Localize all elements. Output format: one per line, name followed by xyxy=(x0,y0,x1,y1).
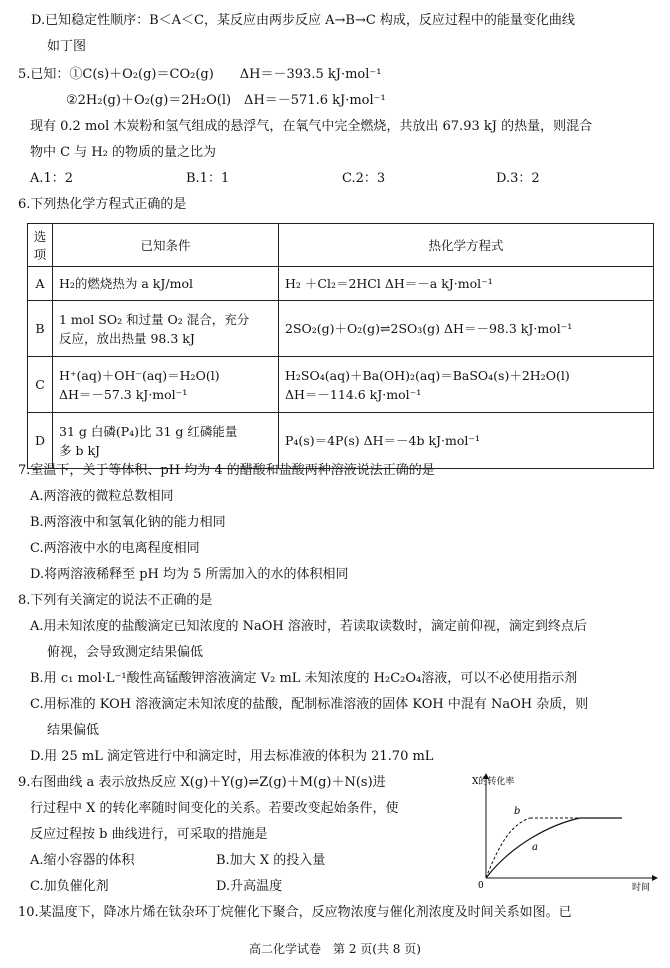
table-row xyxy=(28,357,654,413)
table-row xyxy=(28,413,654,469)
table-header: 选项 xyxy=(28,224,53,267)
thermo-equation-table xyxy=(27,223,654,469)
equation-text: 2SO₂(g)＋O₂(g)⇌2SO₃(g) ΔH＝－98.3 kJ·mol⁻¹ xyxy=(285,321,573,336)
table-row xyxy=(28,267,654,301)
q8-option-b: B.用 c₁ mol·L⁻¹酸性高锰酸钾溶液滴定 V₂ mL 未知浓度的 H₂C₂O₄溶液，可以不必使用指示剂 xyxy=(30,671,578,686)
q9-option-b: B.加大 X 的投入量 xyxy=(216,853,326,868)
q7-option-a: A.两溶液的微粒总数相同 xyxy=(30,489,174,504)
conversion-graph xyxy=(472,772,662,892)
q5-stem-2: 物中 C 与 H₂ 的物质的量之比为 xyxy=(30,145,217,160)
q7-option-d: D.将两溶液稀释至 pH 均为 5 所需加入的水的体积相同 xyxy=(30,567,349,582)
q7-option-b: B.两溶液中和氢氧化钠的能力相同 xyxy=(30,515,226,530)
table-cell-option: B xyxy=(28,301,53,357)
table-cell-equation xyxy=(279,357,654,413)
table-cell-equation xyxy=(279,267,654,301)
condition-text: H₂的燃烧热为 a kJ/mol xyxy=(59,276,193,291)
equation-text: ΔH＝－114.6 kJ·mol⁻¹ xyxy=(285,386,422,402)
condition-text: H⁺(aq)＋OH⁻(aq)＝H₂O(l) xyxy=(59,367,220,383)
table-cell-condition xyxy=(53,357,279,413)
origin-label: 0 xyxy=(478,881,484,891)
curve-b xyxy=(486,818,530,878)
q5-given-1: 5.已知：①C(s)＋O₂(g)＝CO₂(g) ΔH＝－393.5 kJ·mol⁻¹ xyxy=(18,67,382,82)
q9-option-a: A.缩小容器的体积 xyxy=(30,853,135,868)
table-header-row xyxy=(28,224,654,267)
conversion-graph-svg xyxy=(472,772,662,892)
q9-stem-2: 行过程中 X 的转化率随时间变化的关系。若要改变起始条件，使 xyxy=(30,801,399,816)
table-cell-option: A xyxy=(28,267,53,301)
q4-option-d-line1: D.已知稳定性顺序：B＜A＜C，某反应由两步反应 A→B→C 构成，反应过程中的能量变化曲线 xyxy=(31,13,575,28)
q8-option-a-line2: 俯视，会导致测定结果偏低 xyxy=(47,645,204,660)
table-header: 已知条件 xyxy=(53,224,279,267)
q9-stem-3: 反应过程按 b 曲线进行，可采取的措施是 xyxy=(30,827,268,842)
q5-stem-1: 现有 0.2 mol 木炭粉和氢气组成的悬浮气，在氧气中完全燃烧，共放出 67.93 kJ 的热量，则混合 xyxy=(30,119,593,134)
q5-option-d: D.3：2 xyxy=(496,171,540,186)
q8-option-d: D.用 25 mL 滴定管进行中和滴定时，用去标准液的体积为 21.70 mL xyxy=(30,749,434,764)
table-cell-condition xyxy=(53,301,279,357)
equation-text: P₄(s)＝4P(s) ΔH＝－4b kJ·mol⁻¹ xyxy=(285,433,480,448)
table-header: 热化学方程式 xyxy=(279,224,654,267)
q7-option-c: C.两溶液中水的电离程度相同 xyxy=(30,541,200,556)
condition-text: 反应，放出热量 98.3 kJ xyxy=(59,330,195,346)
q7-stem: 7.室温下，关于等体积、pH 均为 4 的醋酸和盐酸两种溶液说法正确的是 xyxy=(18,463,435,478)
q6-stem: 6.下列热化学方程式正确的是 xyxy=(18,197,187,212)
q8-stem: 8.下列有关滴定的说法不正确的是 xyxy=(18,593,213,608)
q4-option-d-line2: 如丁图 xyxy=(47,39,87,54)
condition-text: ΔH＝－57.3 kJ·mol⁻¹ xyxy=(59,386,188,402)
curve-a-label: a xyxy=(532,842,538,853)
table-cell-option: C xyxy=(28,357,53,413)
q9-option-d: D.升高温度 xyxy=(216,879,283,894)
table-cell-condition xyxy=(53,267,279,301)
q5-option-b: B.1：1 xyxy=(186,171,230,186)
q5-option-c: C.2：3 xyxy=(342,171,386,186)
page-footer: 高二化学试卷 第 2 页(共 8 页) xyxy=(249,942,421,956)
q8-option-c-line1: C.用标准的 KOH 溶液滴定未知浓度的盐酸，配制标准溶液的固体 KOH 中混有 NaOH 杂质，则 xyxy=(30,697,589,712)
q5-option-a: A.1：2 xyxy=(30,171,74,186)
table-cell-condition xyxy=(53,413,279,469)
q5-given-2: ②2H₂(g)＋O₂(g)＝2H₂O(l) ΔH＝－571.6 kJ·mol⁻¹ xyxy=(66,93,386,108)
y-axis-label: X的转化率 xyxy=(472,777,515,787)
q9-option-c: C.加负催化剂 xyxy=(30,879,109,894)
condition-text: 1 mol SO₂ 和过量 O₂ 混合，充分 xyxy=(59,311,250,327)
condition-text: 31 g 白磷(P₄)比 31 g 红磷能量 xyxy=(59,423,238,439)
q9-stem-1: 9.右图曲线 a 表示放热反应 X(g)＋Y(g)⇌Z(g)＋M(g)＋N(s)进 xyxy=(18,775,386,790)
equation-text: H₂ ＋Cl₂＝2HCl ΔH＝－a kJ·mol⁻¹ xyxy=(285,276,493,291)
table-cell-option: D xyxy=(28,413,53,469)
curve-b-label: b xyxy=(514,806,521,817)
table-row xyxy=(28,301,654,357)
condition-text: 多 b kJ xyxy=(59,442,101,458)
table-cell-equation xyxy=(279,301,654,357)
curve-a xyxy=(486,818,622,878)
equation-text: H₂SO₄(aq)＋Ba(OH)₂(aq)＝BaSO₄(s)＋2H₂O(l) xyxy=(285,367,570,383)
x-axis-label: 时间 xyxy=(632,883,651,892)
q10-stem: 10.某温度下，降冰片烯在钛杂环丁烷催化下聚合，反应物浓度与催化剂浓度及时间关系如图。已 xyxy=(18,905,572,920)
table-cell-equation xyxy=(279,413,654,469)
q8-option-c-line2: 结果偏低 xyxy=(47,723,100,738)
q8-option-a-line1: A.用未知浓度的盐酸滴定已知浓度的 NaOH 溶液时，若读取读数时，滴定前仰视，滴定到终点后 xyxy=(30,619,587,634)
